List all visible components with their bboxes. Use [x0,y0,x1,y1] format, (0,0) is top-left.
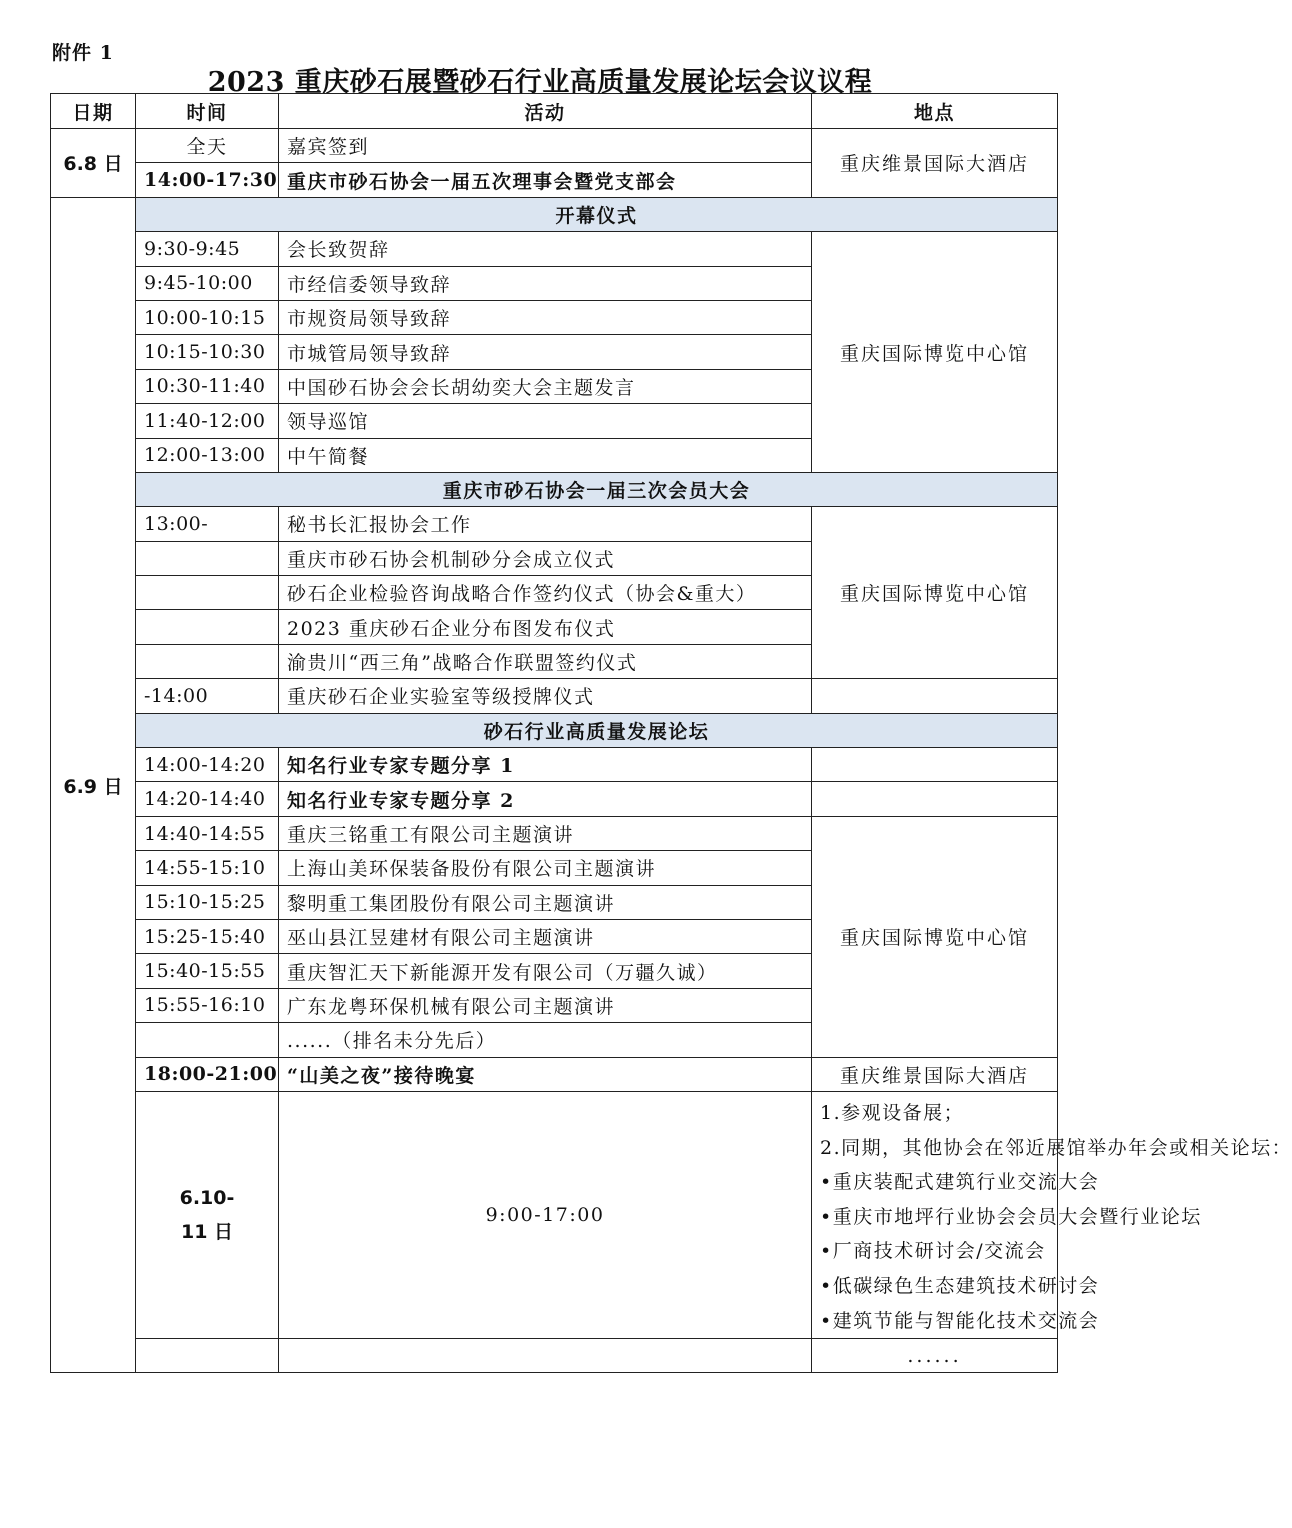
time-cell [136,644,279,678]
attachment-label: 附件 1 [52,42,114,64]
list-item: •建筑节能与智能化技术交流会 [820,1309,1100,1332]
place-cell: 重庆国际博览中心馆 [812,232,1058,473]
date-line: 6.10- [179,1186,235,1209]
place-cell: 重庆维景国际大酒店 [812,129,1058,198]
activity-cell: 领导巡馆 [279,404,812,438]
activity-cell: 秘书长汇报协会工作 [279,507,812,541]
time-cell: 15:55-16:10 [136,988,279,1022]
activity-cell: 重庆市砂石协会一届五次理事会暨党支部会 [279,163,812,197]
date-cell: 6.9 日 [51,197,136,1373]
date-cell: 6.8 日 [51,129,136,198]
page-title: 2023 重庆砂石展暨砂石行业高质量发展论坛会议议程 [207,67,873,98]
time-cell: 14:20-14:40 [136,782,279,816]
list-item: •重庆市地坪行业协会会员大会暨行业论坛 [820,1205,1202,1228]
list-item: 2.同期，其他协会在邻近展馆举办年会或相关论坛： [820,1136,1292,1159]
section-title: 砂石行业高质量发展论坛 [136,713,1058,747]
activity-cell: 巫山县江昱建材有限公司主题演讲 [279,919,812,953]
time-cell: 15:25-15:40 [136,919,279,953]
list-item: •低碳绿色生态建筑技术研讨会 [820,1274,1100,1297]
section-title: 开幕仪式 [136,197,1058,231]
activity-cell: 市规资局领导致辞 [279,300,812,334]
activity-cell: 砂石企业检验咨询战略合作签约仪式（协会&重大） [279,576,812,610]
table-row [51,232,1058,266]
time-cell: 15:10-15:25 [136,885,279,919]
activity-cell: 2023 重庆砂石企业分布图发布仪式 [279,610,812,644]
table-row [51,129,1058,163]
activity-cell: 重庆市砂石协会机制砂分会成立仪式 [279,541,812,575]
time-cell: 9:45-10:00 [136,266,279,300]
table-row [51,507,1058,541]
place-cell-empty [812,748,1058,782]
time-cell: 11:40-12:00 [136,404,279,438]
time-cell: 15:40-15:55 [136,954,279,988]
activity-cell: “山美之夜”接待晚宴 [279,1057,812,1091]
list-item: 1.参观设备展； [820,1101,965,1124]
place-cell-empty [812,782,1058,816]
table-row [51,679,1058,713]
time-cell: 9:30-9:45 [136,232,279,266]
section-header-opening [51,197,1058,231]
header-place: 地点 [812,94,1058,129]
place-cell: 重庆维景国际大酒店 [812,1057,1058,1091]
activity-cell: 上海山美环保装备股份有限公司主题演讲 [279,851,812,885]
activity-cell: 嘉宾签到 [279,129,812,163]
date-line: 11 日 [180,1220,234,1243]
time-cell: 18:00-21:00 [136,1057,279,1091]
time-cell [136,541,279,575]
time-cell: 12:00-13:00 [136,438,279,472]
activity-cell: 中国砂石协会会长胡幼奕大会主题发言 [279,369,812,403]
activity-cell: 市城管局领导致辞 [279,335,812,369]
table-row [51,1339,1058,1373]
activity-cell: 会长致贺辞 [279,232,812,266]
activity-cell: 渝贵川“西三角”战略合作联盟签约仪式 [279,644,812,678]
activity-cell: 广东龙粤环保机械有限公司主题演讲 [279,988,812,1022]
section-header-forum [51,713,1058,747]
empty-cell [279,1339,812,1373]
date-cell [136,1091,279,1338]
empty-cell [136,1339,279,1373]
header-activity: 活动 [279,94,812,129]
section-header-assembly [51,472,1058,506]
agenda-table [50,93,1292,1373]
activity-cell: 重庆智汇天下新能源开发有限公司（万疆久诚） [279,954,812,988]
time-cell: -14:00 [136,679,279,713]
table-row [51,816,1058,850]
place-cell-empty [812,679,1058,713]
section-title: 重庆市砂石协会一届三次会员大会 [136,472,1058,506]
activity-cell: ...... [812,1339,1058,1373]
activity-cell: 中午简餐 [279,438,812,472]
table-row [51,1057,1058,1091]
list-item: •厂商技术研讨会/交流会 [820,1240,1046,1263]
time-cell [136,1023,279,1057]
time-cell: 14:00-17:30 [136,163,279,197]
time-cell: 14:55-15:10 [136,851,279,885]
table-row [51,782,1058,816]
activity-cell: 重庆三铭重工有限公司主题演讲 [279,816,812,850]
header-time: 时间 [136,94,279,129]
time-cell: 13:00- [136,507,279,541]
activity-cell: 知名行业专家专题分享 2 [279,782,812,816]
activity-cell: 知名行业专家专题分享 1 [279,748,812,782]
activity-list-cell [812,1091,1292,1338]
header-date: 日期 [51,94,136,129]
list-item: •重庆装配式建筑行业交流大会 [820,1171,1100,1194]
table-row [51,1091,1058,1338]
time-cell: 全天 [136,129,279,163]
activity-cell: ......（排名未分先后） [279,1023,812,1057]
activity-cell: 市经信委领导致辞 [279,266,812,300]
place-cell: 重庆国际博览中心馆 [812,507,1058,679]
activity-cell: 黎明重工集团股份有限公司主题演讲 [279,885,812,919]
table-header-row [51,94,1058,129]
time-cell: 10:00-10:15 [136,300,279,334]
time-cell: 14:40-14:55 [136,816,279,850]
activity-cell: 重庆砂石企业实验室等级授牌仪式 [279,679,812,713]
table-row [51,748,1058,782]
time-cell: 10:30-11:40 [136,369,279,403]
place-cell: 重庆国际博览中心馆 [812,816,1058,1057]
time-cell: 10:15-10:30 [136,335,279,369]
time-cell: 14:00-14:20 [136,748,279,782]
time-cell: 9:00-17:00 [279,1091,812,1338]
time-cell [136,610,279,644]
time-cell [136,576,279,610]
